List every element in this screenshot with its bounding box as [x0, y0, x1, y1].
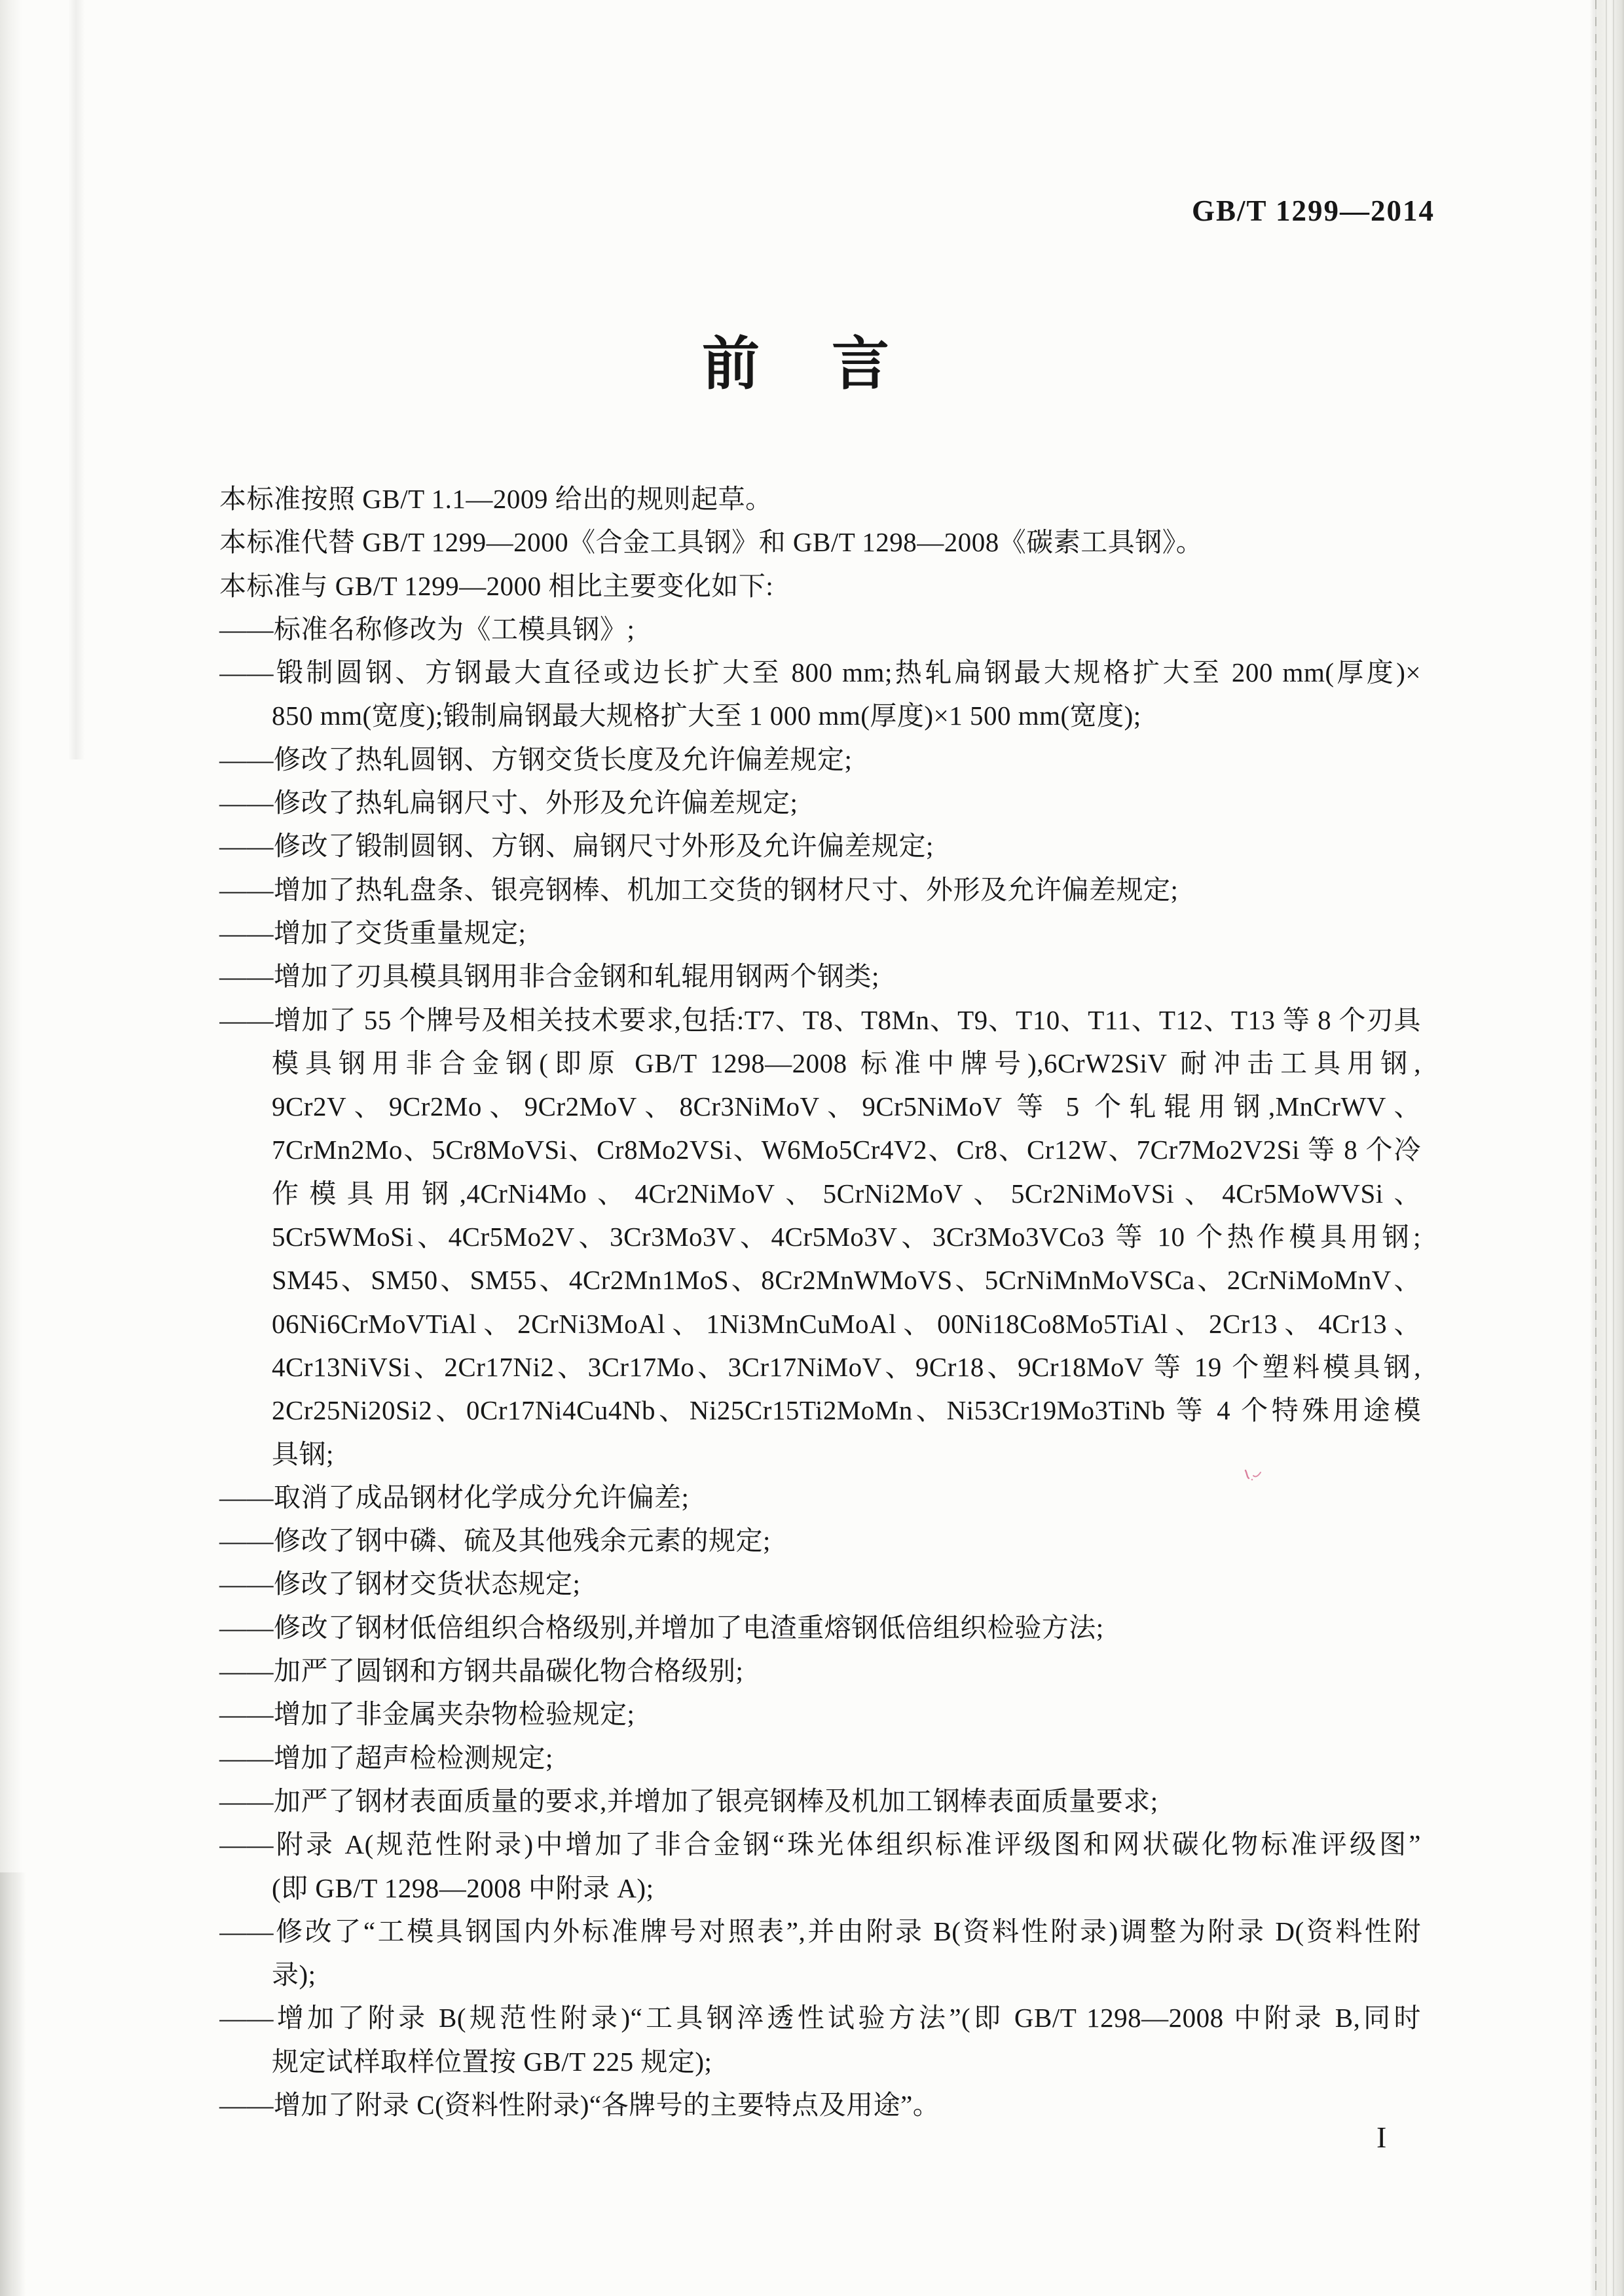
body-line: 模具钢用非合金钢(即原 GB/T 1298—2008 标准中牌号),6CrW2SiV 耐冲击工具用钢, [272, 1048, 1421, 1078]
body-line: ——修改了热轧扁钢尺寸、外形及允许偏差规定; [219, 788, 798, 818]
body-line: ——增加了交货重量规定; [219, 917, 526, 948]
body-line: ——增加了附录 B(规范性附录)“工具钢淬透性试验方法”(即 GB/T 1298—2008 中附录 B,同时 [219, 2003, 1421, 2033]
foreword-title: 前言 [702, 330, 962, 397]
page-edge-streak [1613, 0, 1614, 2296]
body-line: 850 mm(宽度);锻制扁钢最大规格扩大至 1 000 mm(厚度)×1 500 mm(宽度); [272, 701, 1141, 731]
body-line: ——增加了热轧盘条、银亮钢棒、机加工交货的钢材尺寸、外形及允许偏差规定; [219, 874, 1179, 905]
body-line: ——增加了超声检检测规定; [219, 1742, 553, 1773]
body-line: 5Cr5WMoSi、4Cr5Mo2V、3Cr3Mo3V、4Cr5Mo3V、3Cr3Mo3VCo3 等 10 个热作模具用钢; [272, 1222, 1421, 1252]
body-line: 2Cr25Ni20Si2、0Cr17Ni4Cu4Nb、Ni25Cr15Ti2MoMn、Ni53Cr19Mo3TiNb 等 4 个特殊用途模 [272, 1395, 1421, 1426]
body-line: 录); [272, 1959, 316, 1990]
page-number: I [1376, 2121, 1387, 2154]
body-line: 本标准按照 GB/T 1.1—2009 给出的规则起草。 [219, 484, 773, 514]
body-line: ——修改了钢中磷、硫及其他残余元素的规定; [219, 1525, 771, 1556]
body-line: ——锻制圆钢、方钢最大直径或边长扩大至 800 mm;热轧扁钢最大规格扩大至 200 mm(厚度)× [219, 657, 1421, 688]
body-line: 9Cr2V、9Cr2Mo、9Cr2MoV、8Cr3NiMoV、9Cr5NiMoV 等 5 个轧辊用钢,MnCrWV、 [272, 1091, 1421, 1122]
body-line: ——修改了钢材交货状态规定; [219, 1569, 581, 1599]
left-bottom-scan-shadow [0, 1872, 26, 2296]
body-line: 06Ni6CrMoVTiAl、2CrNi3MoAl、1Ni3MnCuMoAl、00Ni18Co8Mo5TiAl、2Cr13、4Cr13、 [272, 1308, 1421, 1339]
body-line: SM45、SM50、SM55、4Cr2Mn1MoS、8Cr2MnWMoVS、5CrNiMnMoVSCa、2CrNiMoMnV、 [272, 1265, 1421, 1296]
body-line: 具钢; [272, 1438, 334, 1469]
standard-number-header: GB/T 1299—2014 [1192, 194, 1435, 227]
body-line: 本标准与 GB/T 1299—2000 相比主要变化如下: [219, 570, 774, 601]
foreword-body [219, 477, 1421, 2126]
body-line: ——增加了附录 C(资料性附录)“各牌号的主要特点及用途”。 [219, 2089, 940, 2120]
body-line: 规定试样取样位置按 GB/T 225 规定); [272, 2046, 712, 2077]
body-line: ——加严了圆钢和方钢共晶碳化物合格级别; [219, 1656, 744, 1686]
body-line: ——取消了成品钢材化学成分允许偏差; [219, 1482, 690, 1512]
body-line: ——附录 A(规范性附录)中增加了非合金钢“珠光体组织标准评级图和网状碳化物标准评级图” [219, 1829, 1421, 1860]
page-edge-streak [1606, 0, 1607, 2296]
body-line: 4Cr13NiVSi、2Cr17Ni2、3Cr17Mo、3Cr17NiMoV、9Cr18、9Cr18MoV 等 19 个塑料模具钢, [272, 1351, 1421, 1382]
body-line: 本标准代替 GB/T 1299—2000《合金工具钢》和 GB/T 1298—2008《碳素工具钢》。 [219, 527, 1204, 558]
body-line: ——增加了刃具模具钢用非合金钢和轧辊用钢两个钢类; [219, 961, 879, 992]
body-line: ——增加了 55 个牌号及相关技术要求,包括:T7、T8、T8Mn、T9、T10、T11、T12、T13 等 8 个刃具 [219, 1004, 1421, 1035]
page-edge-line [1595, 0, 1596, 2296]
body-line: ——标准名称修改为《工模具钢》; [219, 613, 635, 644]
body-line: 7CrMn2Mo、5Cr8MoVSi、Cr8Mo2VSi、W6Mo5Cr4V2、Cr8、Cr12W、7Cr7Mo2V2Si 等 8 个冷 [272, 1135, 1421, 1165]
body-line: ——修改了锻制圆钢、方钢、扁钢尺寸外形及允许偏差规定; [219, 831, 934, 862]
body-line: ——加严了钢材表面质量的要求,并增加了银亮钢棒及机加工钢棒表面质量要求; [219, 1785, 1158, 1816]
paper-crease [68, 0, 85, 759]
body-line: ——修改了热轧圆钢、方钢交货长度及允许偏差规定; [219, 744, 853, 774]
body-line: ——增加了非金属夹杂物检验规定; [219, 1699, 635, 1730]
body-line: 作模具用钢,4CrNi4Mo、4Cr2NiMoV、5CrNi2MoV、5Cr2NiMoVSi、4Cr5MoWVSi、 [272, 1178, 1421, 1209]
body-line: ——修改了钢材低倍组织合格级别,并增加了电渣重熔钢低倍组织检验方法; [219, 1612, 1104, 1643]
body-line: ——修改了“工模具钢国内外标准牌号对照表”,并由附录 B(资料性附录)调整为附录 D(资料性附 [219, 1916, 1421, 1946]
body-line: (即 GB/T 1298—2008 中附录 A); [272, 1872, 654, 1903]
